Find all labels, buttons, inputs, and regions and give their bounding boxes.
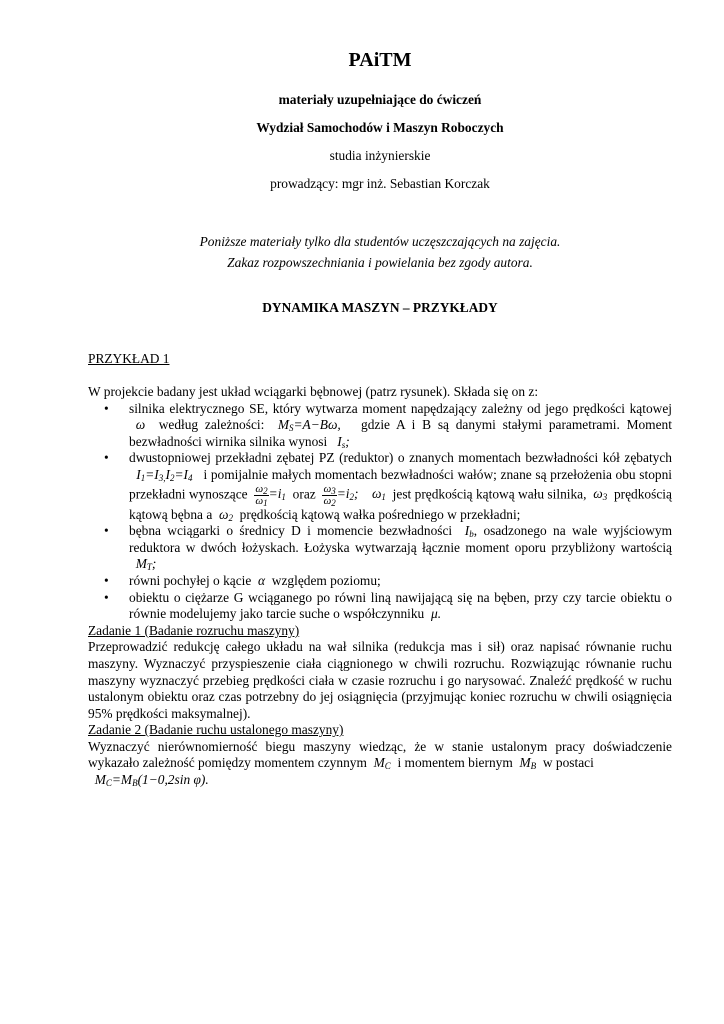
studies: studia inżynierskie [329,148,431,163]
task1-body: Przeprowadzić redukcję całego układu na wał silnika (redukcja mas i sił) oraz napisać równanie ruchu maszyny. Wyznaczyć przyspieszenie ciała ciągnionego w chwili rozruchu. Rozwiązując równanie ruchu maszyny wyznaczyć przebieg prędkości ciała w czasie rozruchu i go narysować. Znaleźć prędkość w ruchu ustalonym obiektu oraz czas potrzebny do jej osiągnięcia (przyjmując koniec rozruchu w chwili osiągnięcia 95% prędkości maksymalnej). [88,639,672,721]
lecturer: prowadzący: mgr inż. Sebastian Korczak [270,176,490,191]
formula-inertia: $I_1=I_{3,}I_2=I_4$ [129,466,193,483]
list-item: • dwustopniowej przekładni zębatej PZ (reduktor) o znanych momentach bezwładności kół zębatych $I_1=I_{3,}I_2=I_4$ i pomijalnie małych momentach bezwładności wałów; znane są przełożenia obu stopni przekładni wynoszące $\frac{\omega_2}{\omega_1}$ $=i_1$ oraz $\frac{\omega_3}{\omega_2}$ $=i_2$; $\omega_1$ jest prędkością kątową wału silnika, $\omega_3$ prędkością kątową bębna a $\omega_2$ prędkością kątową wałka pośredniego w przekładni; [88,450,672,523]
notice-line-2: Zakaz rozpowszechniania i powielania bez zgody autora. [227,255,533,270]
example-heading: PRZYKŁAD 1 [88,351,170,366]
list-item: • równi pochyłej o kącie α względem poziomu; [88,573,672,590]
subtitle: materiały uzupełniające do ćwiczeń [278,92,482,107]
task1-heading: Zadanie 1 (Badanie rozruchu maszyny) [88,622,300,638]
list-item: • silnika elektrycznego SE, który wytwarza moment napędzający zależny od jego prędkości kątowej ω według zależności: $M_S=A-B\omega$, gdzie A i B są danymi stałymi parametrami. Moment bezwładności wirnika silnika wynosi $I_s$; [88,401,672,451]
component-list [88,401,672,623]
task2-heading: Zadanie 2 (Badanie ruchu ustalonego maszyny) [88,722,344,738]
example-body [88,384,672,789]
document-title: PAiTM [348,49,412,71]
notice-line-1: Poniższe materiały tylko dla studentów uczęszczających na zajęcia. [199,234,561,249]
section-title: DYNAMIKA MASZYN – PRZYKŁADY [262,300,498,315]
list-item: • obiektu o ciężarze G wciąganego po równi liną nawijającą się na bęben, przy czy tarcie obiektu o równie modelujemy jako tarcie suche o współczynniku μ. [88,590,672,623]
list-item: • bębna wciągarki o średnicy D i momencie bezwładności $I_b$, osadzonego na wale wyjściowym reduktora w dwóch łożyskach. Łożyska wytwarzają łącznie moment oporu przybliżony wartością $M_T$; [88,523,672,573]
formula-mc: $M_C=M_B(1-0,2\sin$ φ). [88,772,209,789]
example-intro: W projekcie badany jest układ wciągarki bębnowej (patrz rysunek). Składa się on z: [88,384,539,399]
faculty: Wydział Samochodów i Maszyn Roboczych [256,120,504,135]
formula-ms: $M_S=A-B\omega$, [271,417,341,434]
task2-body: Wyznaczyć nierównomierność biegu maszyny wiedząc, że w stanie ustalonym pracy doświadczenie wykazało zależność pomiędzy momentem czynnym $M_C$ i momentem biernym $M_B$ w postaci $M_C=M_B(1-0,2\sin$ φ). [88,738,672,789]
